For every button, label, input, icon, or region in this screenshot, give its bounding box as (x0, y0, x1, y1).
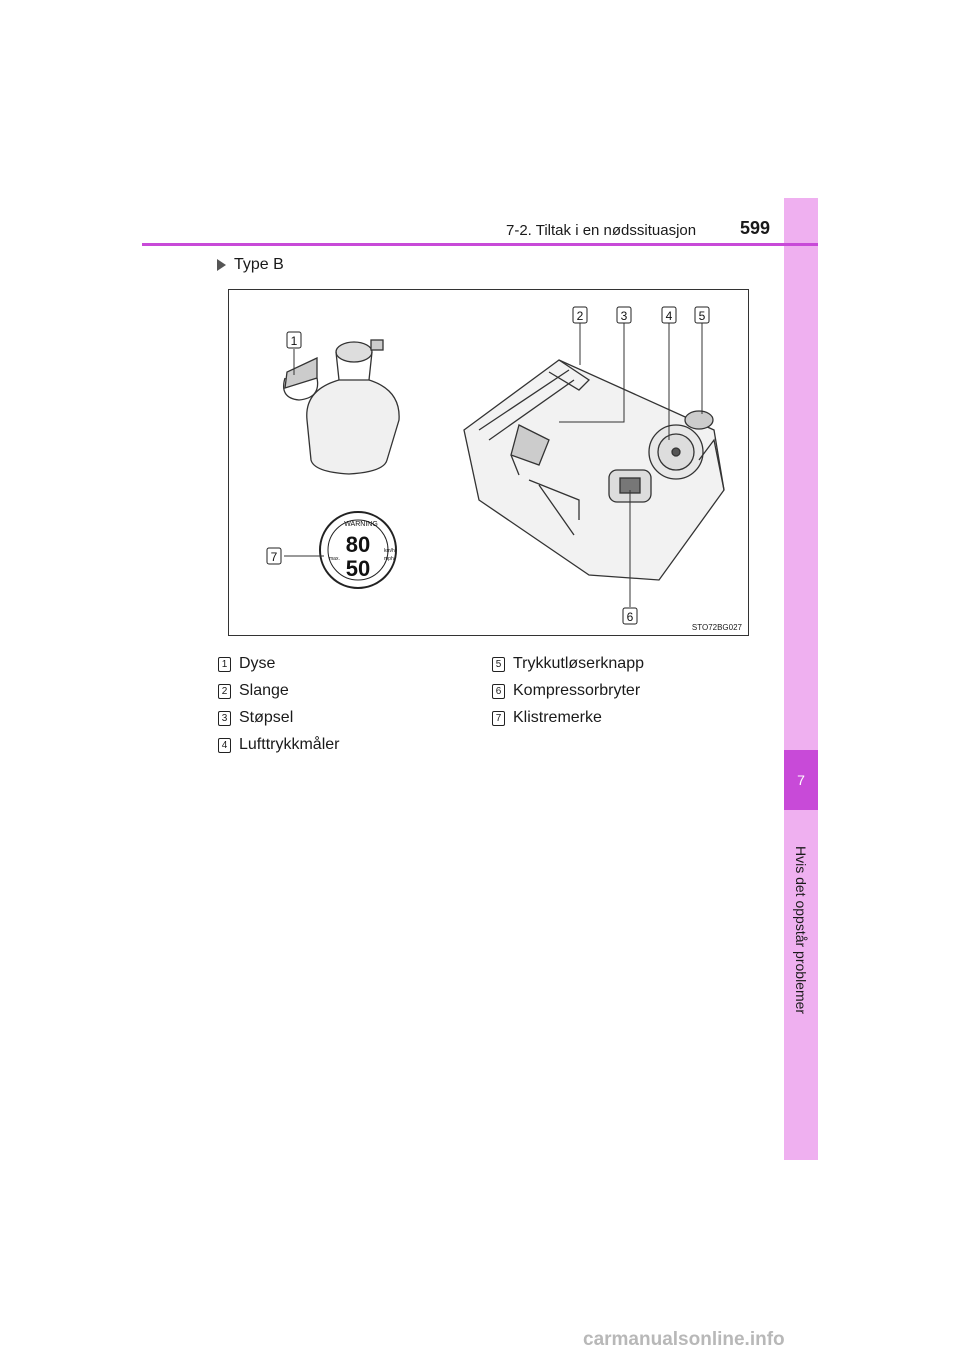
legend-number: 3 (218, 711, 231, 726)
legend-label: Slange (239, 682, 289, 699)
legend-number: 5 (492, 657, 505, 672)
header-rule (142, 243, 818, 246)
callout-3: 3 (620, 309, 628, 323)
subheading (217, 256, 284, 274)
page-number: 599 (740, 218, 771, 238)
triangle-bullet-icon (217, 259, 226, 271)
sticker-bottom-value: 50 (345, 556, 371, 581)
legend-number: 1 (218, 657, 231, 672)
legend-label: Trykkutløserknapp (513, 655, 644, 672)
legend-label: Lufttrykkmåler (239, 736, 340, 753)
callout-2: 2 (576, 309, 584, 323)
subheading-text: Type B (234, 256, 284, 273)
figure (228, 289, 749, 636)
legend-item (492, 655, 644, 673)
legend-label: Støpsel (239, 709, 294, 726)
legend-item (218, 709, 293, 727)
legend-item (218, 736, 339, 754)
sealant-bottle (284, 340, 400, 474)
legend-item (218, 682, 289, 700)
chapter-number: 7 (784, 750, 818, 810)
callout-1: 1 (290, 334, 298, 348)
chapter-title: Hvis det oppstår problemer (793, 845, 809, 1015)
illustration (229, 290, 750, 637)
sticker-label: WARNING (344, 521, 378, 528)
legend-label: Kompressorbryter (513, 682, 641, 699)
legend-item (492, 709, 602, 727)
watermark: carmanualsonline.info (583, 1329, 785, 1350)
sticker-unit-bottom: mph (384, 556, 394, 562)
callout-7: 7 (270, 550, 278, 564)
sticker-unit-top: km/h (384, 548, 395, 554)
callout-4: 4 (665, 309, 673, 323)
warning-sticker (320, 512, 396, 588)
compressor (464, 360, 724, 580)
sticker-max: max. (329, 556, 340, 562)
legend-item (492, 682, 640, 700)
legend-number: 6 (492, 684, 505, 699)
legend-item (218, 655, 275, 673)
legend-number: 2 (218, 684, 231, 699)
callout-5: 5 (698, 309, 706, 323)
figure-code: STO72BG027 (691, 623, 742, 632)
section-title: 7-2. Tiltak i en nødssituasjon (506, 222, 697, 239)
legend-number: 7 (492, 711, 505, 726)
sticker-top-value: 80 (345, 532, 371, 557)
legend-label: Klistremerke (513, 709, 602, 726)
callout-6: 6 (626, 610, 634, 624)
legend-label: Dyse (239, 655, 276, 672)
legend-number: 4 (218, 738, 231, 753)
